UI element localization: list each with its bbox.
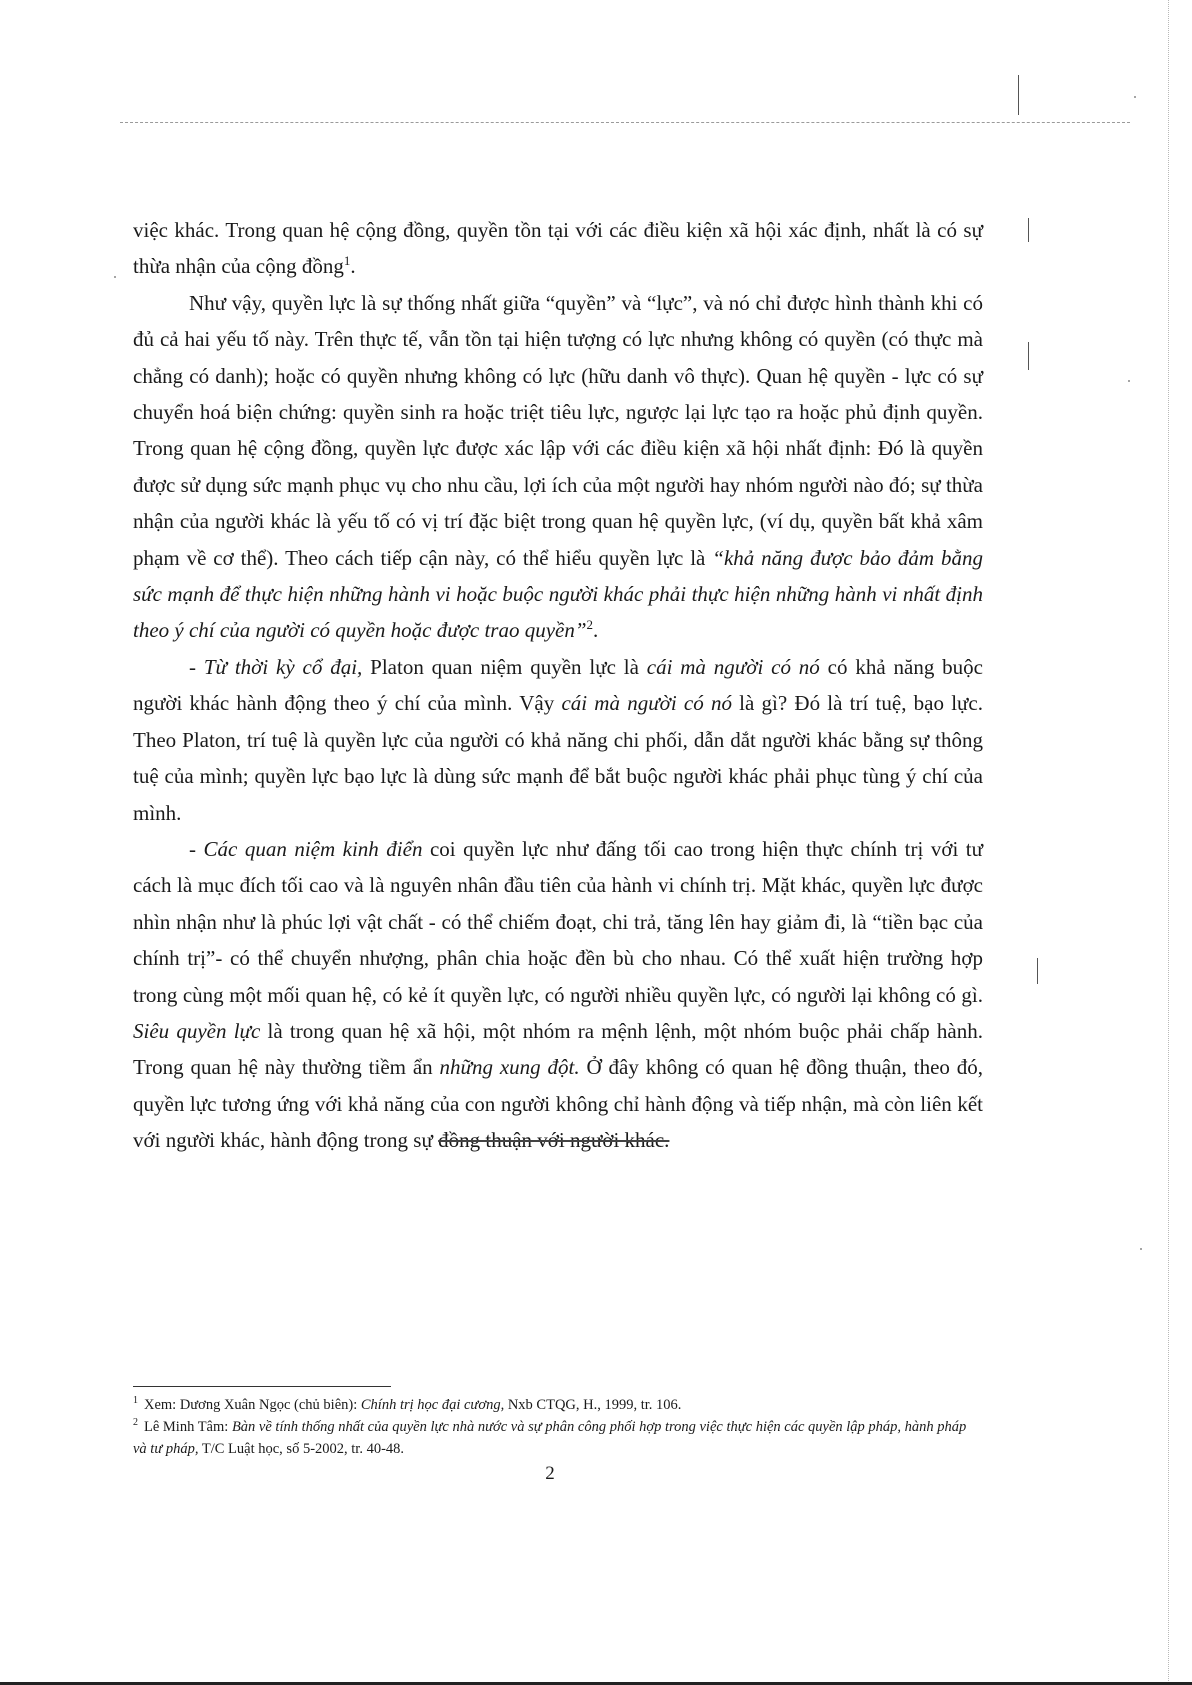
struck-closing-text: đồng thuận với người khác. [438,1128,670,1153]
scan-margin-mark [1028,342,1029,370]
quoted-definition: “khả năng được bảo đảm bằng sức mạnh để thực hiện những hành vi hoặc buộc người khác phải thực hiện những hành vi nhất định theo ý chí của người có quyền hoặc được trao quyền” [133,545,983,643]
scan-right-edge [1168,0,1169,1685]
footnotes [133,1394,983,1460]
footnote-1: $^1$ Xem: Dương Xuân Ngọc (chủ biên): Chính trị học đại cương, Nxb CTQG, H., 1999, tr. 106. [133,1395,682,1413]
paragraph-1: việc khác. Trong quan hệ cộng đồng, quyền tồn tại với các điều kiện xã hội xác định, nhất là có sự thừa nhận của cộng đồng$^1$. [133,218,983,279]
scan-speck [1128,380,1130,382]
scan-speck [1134,96,1136,98]
scan-margin-mark [1028,218,1029,242]
paragraph-3: - Từ thời kỳ cổ đại, Platon quan niệm quyền lực là cái mà người có nó có khả năng buộc người khác hành động theo ý chí của mình. Vậy cái mà người có nó là gì? Đó là trí tuệ, bạo lực. Theo Platon, trí tuệ là quyền lực của người có khả năng chi phối, dẫn dắt người khác bằng sự thông tuệ của mình; quyền lực bạo lực là dùng sức mạnh để bắt buộc người khác phải phục tùng ý chí của mình. [133,654,983,825]
footnote-2: $^2$ Lê Minh Tâm: Bàn về tính thống nhất của quyền lực nhà nước và sự phân công phối hợp trong việc thực hiện các quyền lập pháp, hành pháp và tư pháp, T/C Luật học, số 5-2002, tr. 40-48. [133,1417,967,1457]
scan-speck [114,276,116,278]
page-number: 2 [545,1463,555,1484]
scan-margin-mark [1037,958,1038,984]
scan-top-rule [120,122,1130,123]
footnote-separator [133,1386,391,1387]
scan-speck [1140,1248,1142,1250]
scan-margin-mark [1018,75,1019,115]
paragraph-4: - Các quan niệm kinh điển coi quyền lực như đấng tối cao trong hiện thực chính trị với tư cách là mục đích tối cao và là nguyên nhân đầu tiên của hành vi chính trị. Mặt khác, quyền lực được nhìn nhận như là phúc lợi vật chất - có thể chiếm đoạt, chi trả, tăng lên hay giảm đi, là “tiền bạc của chính trị”- có thể chuyển nhượng, phân chia hoặc đền bù cho nhau. Có thể xuất hiện trường hợp trong cùng một mối quan hệ, có kẻ ít quyền lực, có người nhiều quyền lực, có người lại không có gì. Siêu quyền lực là trong quan hệ xã hội, một nhóm ra mệnh lệnh, một nhóm buộc phải chấp hành. Trong quan hệ này thường tiềm ẩn những xung đột. Ở đây không có quan hệ đồng thuận, theo đó, quyền lực tương ứng với khả năng của con người không chỉ hành động và tiếp nhận, mà còn liên kết với người khác, hành động trong sự đồng thuận với người khác. [133,836,984,1153]
footnote-ref-1: 1 [343,253,351,269]
page-body [133,212,983,1159]
footnote-ref-2: 2 [586,617,594,633]
paragraph-2: Như vậy, quyền lực là sự thống nhất giữa “quyền” và “lực”, và nó chỉ được hình thành khi có đủ cả hai yếu tố này. Trên thực tế, vẫn tồn tại hiện tượng có lực nhưng không có quyền (có thực mà chẳng có danh); hoặc có quyền nhưng không có lực (hữu danh vô thực). Quan hệ quyền - lực có sự chuyển hoá biện chứng: quyền sinh ra hoặc triệt tiêu lực, ngược lại lực tạo ra hoặc phủ định quyền. Trong quan hệ cộng đồng, quyền lực được xác lập với các điều kiện xã hội nhất định: Đó là quyền được sử dụng sức mạnh phục vụ cho nhu cầu, lợi ích của một người hay nhóm người nào đó; sự thừa nhận của người khác là yếu tố có vị trí đặc biệt trong quan hệ quyền lực, (ví dụ, quyền bất khả xâm phạm về cơ thể). Theo cách tiếp cận này, có thể hiểu quyền lực là “khả năng được bảo đảm bằng sức mạnh để thực hiện những hành vi hoặc buộc người khác phải thực hiện những hành vi nhất định theo ý chí của người có quyền hoặc được trao quyền”$^2$. [133,290,983,643]
